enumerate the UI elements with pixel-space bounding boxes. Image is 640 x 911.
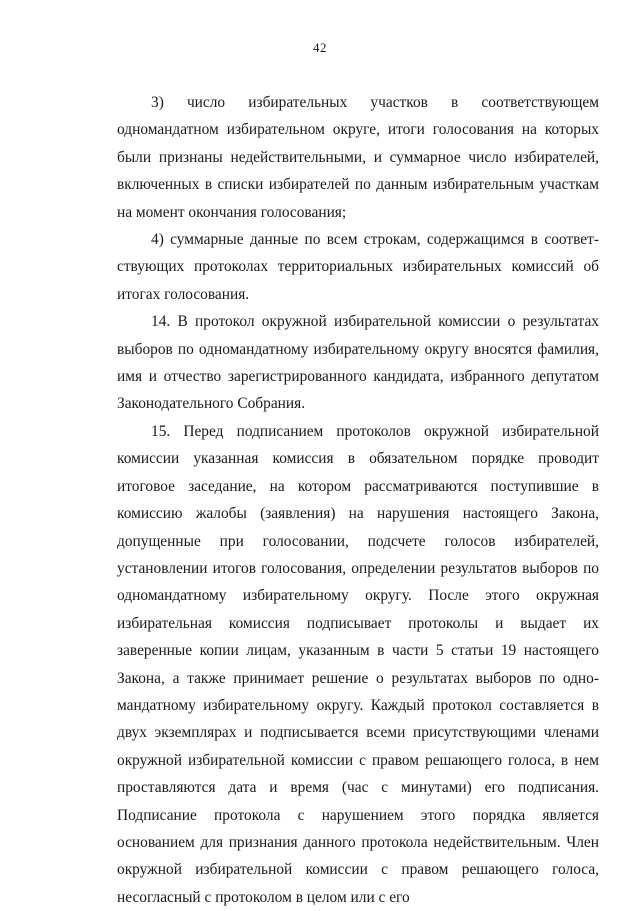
paragraph-item-3: 3) число избирательных участков в соответствующем одномандатном избирательном округе, итоги голосования на которых были признаны недействительными, и суммарное число избирателей, включенных в списки избирателей по данным избирательным участкам на момент окончания голосования; [117,94,599,221]
page-number: 42 [313,40,327,55]
paragraph-part-14: 14. В протокол окружной избирательной комиссии о результатах выборов по одномандатному избирательному округу вносятся фамилия, имя и отчество зарегистрированного кандидата, избранного депутатом Законодательного Собрания. [117,313,599,413]
paragraph-part-15: 15. Перед подписанием протоколов окружной избирательной комиссии указанная комиссия в обязательном порядке проводит итоговое заседание, на котором рассматриваются поступившие в комиссию жалобы (заявления) на нарушения настоящего Закона, допущенные при голосовании, подсчете голосов избирателей, установлении итогов голосования, определении результатов выборов по одномандатному избирательному округу. После этого окружная избирательная комиссия подписывает протоколы и выдает их заверенные копии лицам, указанным в части 5 статьи 19 настоящего Закона, а также принимает решение о результатах выборов по одномандатному избирательному округу. Каждый протокол составляется в двух экземплярах и подписывается всеми присутствующими членами окружной избирательной комиссии с правом решающего голоса, в нем проставляются дата и время (час с минутами) его подписания. Подписание протокола с нарушением этого порядка является основанием для признания данного протокола недействительным. Член окружной избирательной комиссии с правом решающего голоса, несогласный с протоколом в целом или с его [117,422,599,906]
document-body [117,89,599,911]
paragraph-item-4: 4) суммарные данные по всем строкам, содержащимся в соответствующих протоколах территориальных избирательных комиссий об итогах голосования. [117,231,599,303]
